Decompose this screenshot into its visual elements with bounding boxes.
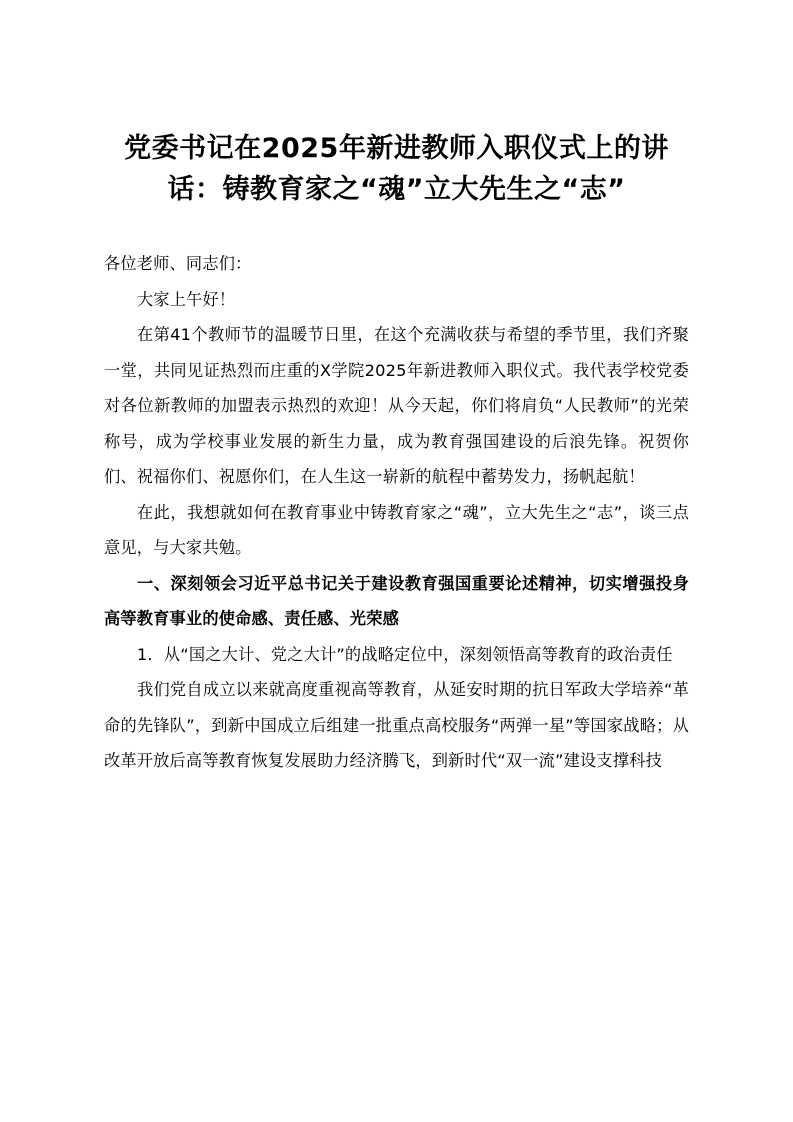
paragraph-salutation: 各位老师、同志们：	[104, 254, 252, 273]
paragraph-transition: 在此，我想就如何在教育事业中铸教育家之“魂”，立大先生之“志”，谈三点意见，与大家共勉。	[104, 502, 689, 557]
section-heading-one: 一、深刻领会习近平总书记关于建设教育强国重要论述精神，切实增强投身高等教育事业的使命感、责任感、光荣感	[104, 573, 689, 628]
paragraph-opening: 在第41个教师节的温暖节日里，在这个充满收获与希望的季节里，我们齐聚一堂，共同见证热烈而庄重的X学院2025年新进教师入职仪式。我代表学校党委对各位新教师的加盟表示热烈的欢迎！从今天起，你们将肩负“人民教师”的光荣称号，成为学校事业发展的新生力量，成为教育强国建设的后浪先锋。祝贺你们、祝福你们、祝愿你们，在人生这一崭新的航程中蓄势发力，扬帆起航！	[104, 325, 689, 486]
page-title: 党委书记在2025年新进教师入职仪式上的讲话：铸教育家之“魂”立大先生之“志”	[124, 133, 669, 205]
document-body	[104, 246, 689, 779]
subsection-heading-one-one: 1．从“国之大计、党之大计”的战略定位中，深刻领悟高等教育的政治责任	[137, 644, 673, 664]
paragraph-greeting: 大家上午好！	[137, 289, 236, 309]
paragraph-body-one-one: 我们党自成立以来就高度重视高等教育，从延安时期的抗日军政大学培养“革命的先锋队”，到新中国成立后组建一批重点高校服务“两弹一星”等国家战略；从改革开放后高等教育恢复发展助力经济腾飞，到新时代“双一流”建设支撑科技	[104, 680, 689, 770]
